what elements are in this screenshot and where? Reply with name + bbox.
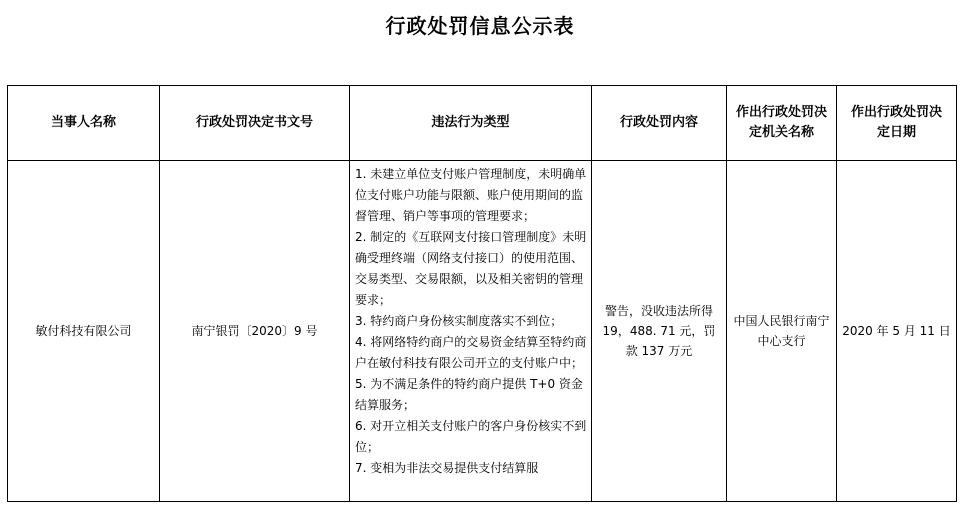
violation-item-2: 2. 制定的《互联网支付接口管理制度》未明确受理终端（网络支付接口）的使用范围、交易类型、交易限额，以及相关密钥的管理要求；	[355, 230, 587, 307]
violation-item-6: 6. 对开立相关支付账户的客户身份核实不到位；	[355, 419, 587, 454]
header-decision-number: 行政处罚决定书文号	[160, 86, 350, 161]
violation-item-5: 5. 为不满足条件的特约商户提供 T+0 资金结算服务；	[355, 377, 583, 412]
header-party-name: 当事人名称	[8, 86, 160, 161]
violation-item-4: 4. 将网络特约商户的交易资金结算至特约商户在敏付科技有限公司开立的支付账户中；	[355, 335, 587, 370]
header-decision-date: 作出行政处罚决定日期	[837, 86, 957, 161]
cell-decision-number: 南宁银罚〔2020〕9 号	[160, 161, 350, 502]
page-title: 行政处罚信息公示表	[385, 14, 575, 38]
cell-authority-name: 中国人民银行南宁中心支行	[727, 161, 837, 502]
penalty-table	[7, 85, 957, 502]
cell-party-name: 敏付科技有限公司	[8, 161, 160, 502]
violation-item-3: 3. 特约商户身份核实制度落实不到位；	[355, 314, 563, 328]
cell-violations	[350, 161, 592, 502]
header-penalty-content: 行政处罚内容	[592, 86, 727, 161]
table-header-row	[8, 86, 957, 161]
violation-item-7: 7. 变相为非法交易提供支付结算服	[355, 461, 539, 475]
header-violation-type: 违法行为类型	[350, 86, 592, 161]
header-authority-name: 作出行政处罚决定机关名称	[727, 86, 837, 161]
table-row	[8, 161, 957, 502]
cell-decision-date: 2020 年 5 月 11 日	[837, 161, 957, 502]
violation-item-1: 1. 未建立单位支付账户管理制度，未明确单位支付账户功能与限额、账户使用期间的监督管理、销户等事项的管理要求；	[355, 167, 587, 223]
cell-penalty-content: 警告，没收违法所得 19，488. 71 元，罚款 137 万元	[592, 161, 727, 502]
